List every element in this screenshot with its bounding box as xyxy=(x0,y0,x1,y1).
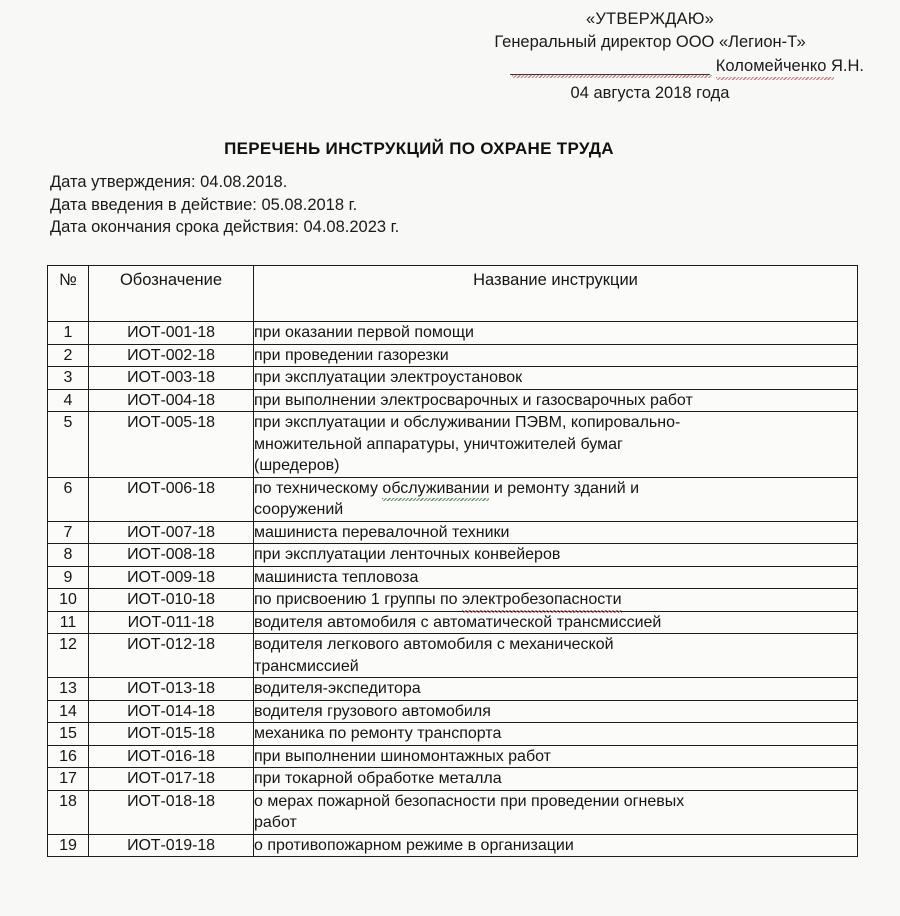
cell-instruction-name xyxy=(254,477,858,521)
spellcheck-underline: электробезопасности xyxy=(462,589,622,611)
cell-code: ИОТ-001-18 xyxy=(89,322,254,345)
table-row xyxy=(48,544,858,567)
cell-instruction-name xyxy=(254,745,858,768)
instruction-text-line: о мерах пожарной безопасности при проведении огневых xyxy=(254,792,685,810)
approval-date: 04 августа 2018 года xyxy=(570,84,730,102)
cell-instruction-name xyxy=(254,768,858,791)
instruction-text-line: о противопожарном режиме в организации xyxy=(254,836,574,854)
instruction-text-line: работ xyxy=(254,814,297,831)
instructions-table xyxy=(47,265,858,857)
cell-number: 1 xyxy=(48,322,89,345)
table-row xyxy=(48,389,858,412)
signer-name: Коломейченко Я.Н. xyxy=(716,55,864,80)
table-row xyxy=(48,678,858,701)
cell-number: 17 xyxy=(48,768,89,791)
instruction-text-line: при эксплуатации ленточных конвейеров xyxy=(254,546,561,563)
table-header-row xyxy=(48,266,858,322)
table-row xyxy=(48,589,858,612)
spellcheck-underline: обслуживании xyxy=(382,478,489,500)
cell-number: 8 xyxy=(48,544,89,567)
instruction-text-line: при выполнении электросварочных и газосварочных работ xyxy=(254,391,693,409)
cell-code: ИОТ-008-18 xyxy=(89,544,254,567)
cell-instruction-name xyxy=(254,834,858,857)
instructions-table-body xyxy=(48,322,858,857)
cell-instruction-name xyxy=(254,589,858,612)
table-row xyxy=(48,611,858,634)
table-row xyxy=(48,322,858,345)
cell-number: 7 xyxy=(48,521,89,544)
cell-code: ИОТ-006-18 xyxy=(89,477,254,521)
cell-code: ИОТ-019-18 xyxy=(89,834,254,857)
instruction-text-line: водителя грузового автомобиля xyxy=(254,702,491,720)
cell-number: 9 xyxy=(48,566,89,589)
cell-instruction-name xyxy=(254,389,858,412)
approval-position: Генеральный директор ООО «Легион-Т» xyxy=(494,33,806,51)
cell-number: 2 xyxy=(48,344,89,367)
cell-instruction-name xyxy=(254,790,858,834)
instruction-text-line: при проведении газорезки xyxy=(254,346,449,364)
table-row xyxy=(48,834,858,857)
table-row xyxy=(48,477,858,521)
table-row xyxy=(48,367,858,390)
cell-code: ИОТ-003-18 xyxy=(89,367,254,390)
cell-code: ИОТ-016-18 xyxy=(89,745,254,768)
cell-code: ИОТ-005-18 xyxy=(89,412,254,478)
approval-stamp: «УТВЕРЖДАЮ» xyxy=(585,10,715,28)
cell-number: 6 xyxy=(48,477,89,521)
table-row xyxy=(48,790,858,834)
cell-instruction-name xyxy=(254,521,858,544)
instruction-text-line: при эксплуатации электроустановок xyxy=(254,369,523,386)
instruction-text-line: трансмиссией xyxy=(254,657,359,675)
cell-code: ИОТ-007-18 xyxy=(89,521,254,544)
cell-code: ИОТ-014-18 xyxy=(89,700,254,723)
cell-code: ИОТ-015-18 xyxy=(89,723,254,746)
cell-code: ИОТ-011-18 xyxy=(89,611,254,634)
cell-number: 12 xyxy=(48,634,89,678)
cell-code: ИОТ-012-18 xyxy=(89,634,254,678)
cell-number: 16 xyxy=(48,745,89,768)
instruction-text-line: при выполнении шиномонтажных работ xyxy=(254,747,551,765)
cell-code: ИОТ-013-18 xyxy=(89,678,254,701)
cell-code: ИОТ-004-18 xyxy=(89,389,254,412)
cell-instruction-name xyxy=(254,678,858,701)
column-header-name: Название инструкции xyxy=(254,266,858,322)
cell-number: 13 xyxy=(48,678,89,701)
cell-instruction-name xyxy=(254,544,858,567)
cell-code: ИОТ-002-18 xyxy=(89,344,254,367)
cell-instruction-name xyxy=(254,344,858,367)
cell-number: 4 xyxy=(48,389,89,412)
table-row xyxy=(48,745,858,768)
cell-number: 15 xyxy=(48,723,89,746)
cell-instruction-name xyxy=(254,634,858,678)
instruction-text-line: механика по ремонту транспорта xyxy=(254,725,502,742)
cell-instruction-name xyxy=(254,367,858,390)
date-effective: Дата введения в действие: 05.08.2018 г. xyxy=(50,195,358,214)
dates-block xyxy=(50,171,399,239)
cell-code: ИОТ-010-18 xyxy=(89,589,254,612)
instruction-text-line: при оказании первой помощи xyxy=(254,324,474,341)
instruction-text-line: машиниста перевалочной техники xyxy=(254,523,510,541)
instruction-text-line: (шредеров) xyxy=(254,457,340,474)
table-row xyxy=(48,566,858,589)
table-row xyxy=(48,412,858,478)
signature-row xyxy=(430,55,870,80)
table-row xyxy=(48,700,858,723)
approval-block xyxy=(430,8,870,105)
instruction-text-line: сооружений xyxy=(254,501,344,518)
date-expires: Дата окончания срока действия: 04.08.2023 г. xyxy=(50,218,400,236)
column-header-number: № xyxy=(48,266,89,322)
instruction-text-line: водителя-экспедитора xyxy=(254,680,421,697)
instruction-text-line: при токарной обработке металла xyxy=(254,770,502,787)
cell-code: ИОТ-018-18 xyxy=(89,790,254,834)
table-row xyxy=(48,634,858,678)
table-row xyxy=(48,344,858,367)
cell-instruction-name xyxy=(254,322,858,345)
date-approved: Дата утверждения: 04.08.2018. xyxy=(50,173,288,191)
cell-instruction-name xyxy=(254,412,858,478)
cell-number: 5 xyxy=(48,412,89,478)
instruction-text-line: машиниста тепловоза xyxy=(254,568,419,586)
cell-instruction-name xyxy=(254,723,858,746)
cell-number: 14 xyxy=(48,700,89,723)
cell-number: 18 xyxy=(48,790,89,834)
cell-code: ИОТ-009-18 xyxy=(89,566,254,589)
cell-number: 19 xyxy=(48,834,89,857)
instruction-text-line: водителя автомобиля с автоматической трансмиссией xyxy=(254,613,662,631)
cell-number: 11 xyxy=(48,611,89,634)
instructions-table-wrapper xyxy=(47,265,857,857)
column-header-code: Обозначение xyxy=(89,266,254,322)
cell-instruction-name xyxy=(254,611,858,634)
table-row xyxy=(48,768,858,791)
cell-instruction-name xyxy=(254,700,858,723)
instruction-text-line: по присвоению 1 группы по электробезопасности xyxy=(254,589,857,611)
cell-number: 10 xyxy=(48,589,89,612)
instruction-text-line: при эксплуатации и обслуживании ПЭВМ, копировально- xyxy=(254,414,681,431)
cell-number: 3 xyxy=(48,367,89,390)
cell-code: ИОТ-017-18 xyxy=(89,768,254,791)
table-row xyxy=(48,521,858,544)
instruction-text-line: по техническому обслуживании и ремонту зданий и xyxy=(254,478,857,500)
instruction-text-line: множительной аппаратуры, уничтожителей бумаг xyxy=(254,435,623,453)
table-row xyxy=(48,723,858,746)
page-title: ПЕРЕЧЕНЬ ИНСТРУКЦИЙ ПО ОХРАНЕ ТРУДА xyxy=(224,139,614,158)
instruction-text-line: водителя легкового автомобиля с механической xyxy=(254,636,614,653)
signature-line xyxy=(510,74,710,75)
cell-instruction-name xyxy=(254,566,858,589)
